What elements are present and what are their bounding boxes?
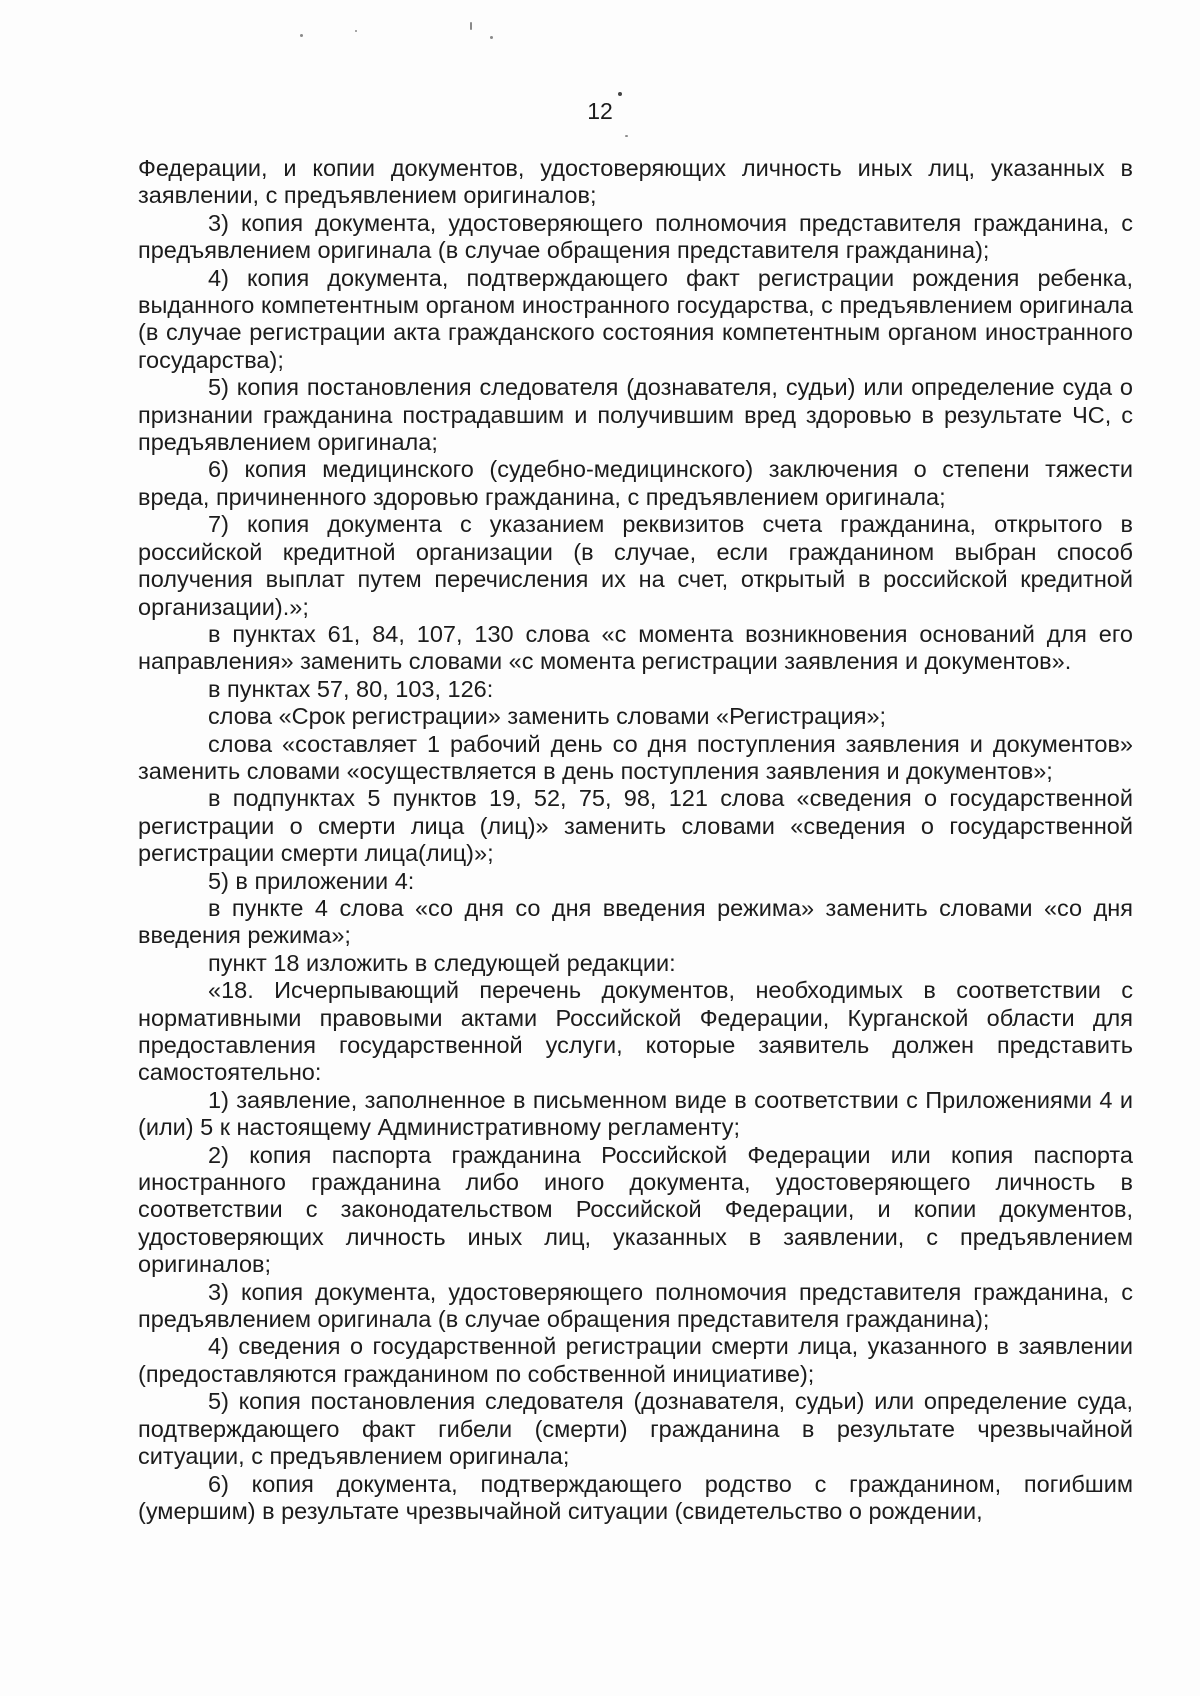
paragraph: 5) копия постановления следователя (дознавателя, судьи) или определение суда, подтверждающего факт гибели (смерти) гражданина в результате чрезвычайной ситуации, с предъявлением оригинала; (138, 1388, 1133, 1470)
paragraph: Федерации, и копии документов, удостоверяющих личность иных лиц, указанных в заявлении, с предъявлением оригиналов; (138, 155, 1133, 209)
paragraph: 3) копия документа, удостоверяющего полномочия представителя гражданина, с предъявлением оригинала (в случае обращения представителя гражданина); (138, 209, 1133, 264)
paragraph: 4) сведения о государственной регистрации смерти лица, указанного в заявлении (предоставляются гражданином по собственной инициативе); (138, 1333, 1133, 1387)
paragraph: слова «составляет 1 рабочий день со дня поступления заявления и документов» заменить словами «осуществляется в день поступления заявления и документов»; (138, 730, 1133, 784)
scan-speck (355, 30, 357, 32)
paragraph: 6) копия медицинского (судебно-медицинского) заключения о степени тяжести вреда, причиненного здоровью гражданина, с предъявлением оригинала; (138, 456, 1133, 510)
scan-speck (490, 36, 493, 39)
paragraph: 5) в приложении 4: (208, 867, 415, 894)
paragraph: 1) заявление, заполненное в письменном виде в соответствии с Приложениями 4 и (или) 5 к настоящему Административному регламенту; (138, 1086, 1133, 1141)
paragraph: 2) копия паспорта гражданина Российской Федерации или копия паспорта иностранного гражданина либо иного документа, удостоверяющего личность в соответствии с законодательством Российской Федерации, и копии документов, удостоверяющих личность иных лиц, указанных в заявлении, с предъявлением оригиналов; (138, 1141, 1133, 1278)
scan-speck (300, 34, 303, 37)
page-number: 12 (587, 98, 613, 124)
paragraph: слова «Срок регистрации» заменить словами «Регистрация»; (208, 703, 887, 730)
paragraph: в пункте 4 слова «со дня со дня введения режима» заменить словами «со дня введения режима»; (138, 894, 1133, 949)
paragraph: 5) копия постановления следователя (дознавателя, судьи) или определение суда о признании гражданина пострадавшим и получившим вред здоровью в результате ЧС, с предъявлением оригинала; (138, 374, 1133, 456)
scan-speck (470, 22, 472, 30)
scan-speck (618, 92, 622, 96)
document-body (138, 155, 1133, 1525)
paragraph: в пунктах 61, 84, 107, 130 слова «с момента возникновения оснований для его направления» заменить словами «с момента регистрации заявления и документов». (138, 620, 1133, 675)
paragraph: «18. Исчерпывающий перечень документов, необходимых в соответствии с нормативными правовыми актами Российской Федерации, Курганской области для предоставления государственной услуги, которые заявитель должен представить самостоятельно: (138, 977, 1133, 1086)
paragraph: 4) копия документа, подтверждающего факт регистрации рождения ребенка, выданного компетентным органом иностранного государства, с предъявлением оригинала (в случае регистрации акта гражданского состояния компетентным органом иностранного государства); (138, 264, 1133, 373)
paragraph: 6) копия документа, подтверждающего родство с гражданином, погибшим (умершим) в результате чрезвычайной ситуации (свидетельство о рождении, (138, 1470, 1133, 1524)
paragraph: 7) копия документа с указанием реквизитов счета гражданина, открытого в российской кредитной организации (в случае, если гражданином выбран способ получения выплат путем перечисления их на счет, открытый в российской кредитной организации).»; (138, 511, 1133, 620)
paragraph: в пунктах 57, 80, 103, 126: (208, 675, 494, 702)
paragraph: пункт 18 изложить в следующей редакции: (208, 949, 676, 976)
scan-speck (625, 135, 628, 137)
paragraph: в подпунктах 5 пунктов 19, 52, 75, 98, 121 слова «сведения о государственной регистрации о смерти лица (лиц)» заменить словами «сведения о государственной регистрации смерти лица(лиц)»; (138, 785, 1133, 867)
paragraph: 3) копия документа, удостоверяющего полномочия представителя гражданина, с предъявлением оригинала (в случае обращения представителя гражданина); (138, 1278, 1133, 1333)
